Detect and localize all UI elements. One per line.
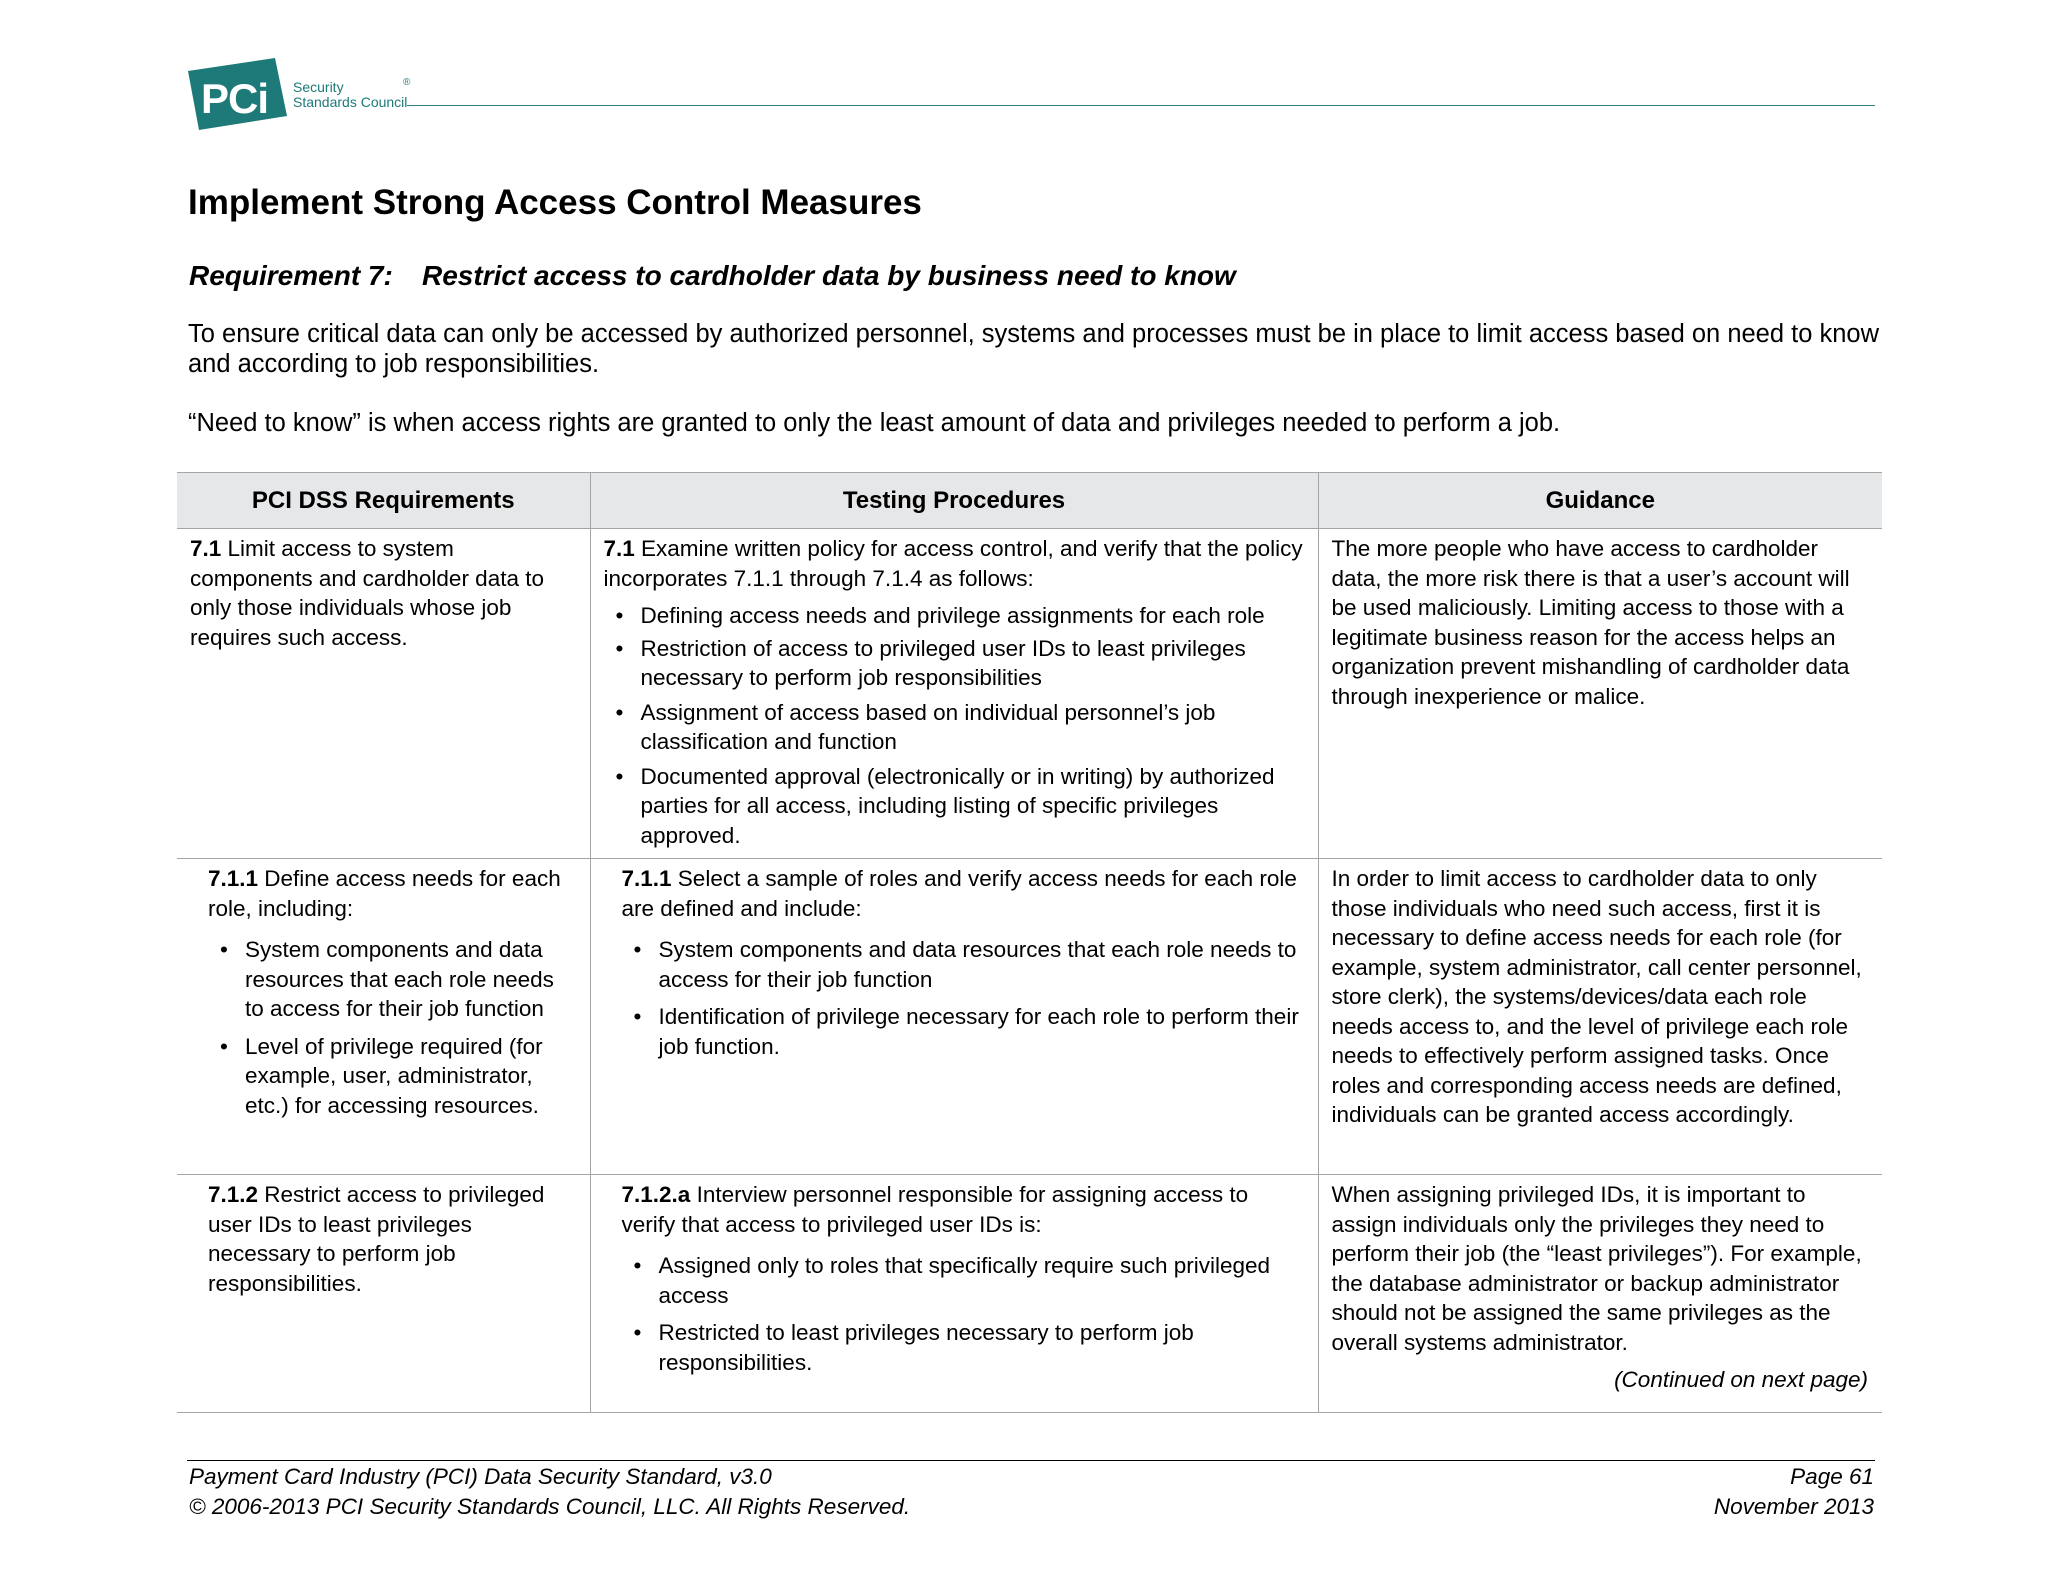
testing-procedure-number: 7.1.1 <box>621 866 672 891</box>
list-item: • Restriction of access to privileged user IDs to least privileges necessary to perform job responsibilities <box>604 634 1306 693</box>
intro-paragraph-2: “Need to know” is when access rights are granted to only the least amount of data and privileges needed to perform a job. <box>188 409 1561 437</box>
requirement-number: 7.1.2 <box>208 1182 259 1207</box>
header-guidance: Guidance <box>1318 473 1882 529</box>
list-item: • System components and data resources that each role needs to access for their job function <box>208 935 578 1024</box>
logo-text: PCi <box>201 75 269 122</box>
guidance-cell <box>1318 1175 1882 1413</box>
requirement-cell <box>177 529 590 859</box>
list-item: • Identification of privilege necessary for each role to perform their job function. <box>622 1002 1306 1061</box>
page-header <box>187 58 1875 138</box>
testing-procedure-number: 7.1 <box>603 536 635 561</box>
list-item: • Restricted to least privileges necessary to perform job responsibilities. <box>622 1318 1306 1377</box>
requirement-text: Restrict access to cardholder data by business need to know <box>422 260 1236 291</box>
requirement-text: 7.1.2 Restrict access to privileged user IDs to least privileges necessary to perform job responsibilities. <box>208 1182 545 1296</box>
guidance-text: The more people who have access to cardholder data, the more risk there is that a user’s account will be used maliciously. Limiting access to those with a legitimate business reason for the access helps an organization prevent mishandling of cardholder data through inexperience or malice. <box>1331 536 1850 709</box>
list-item: • Defining access needs and privilege assignments for each role <box>604 601 1306 631</box>
requirement-cell <box>177 1175 590 1413</box>
testing-procedure-list <box>604 601 1306 850</box>
testing-procedure-cell <box>590 1175 1318 1413</box>
footer-copyright: © 2006-2013 PCI Security Standards Council, LLC. All Rights Reserved. <box>189 1494 911 1519</box>
intro-paragraph-1: To ensure critical data can only be accessed by authorized personnel, systems and processes must be in place to limit access based on need to know and according to job responsibilities. <box>188 320 1880 378</box>
requirements-table <box>177 472 1882 1413</box>
logo-subtitle-1: Security <box>293 79 344 95</box>
requirement-cell <box>177 859 590 1175</box>
requirement-number: 7.1 <box>190 536 222 561</box>
footer-standard-title: Payment Card Industry (PCI) Data Security Standard, v3.0 <box>189 1464 772 1489</box>
requirement-title <box>189 260 1236 292</box>
requirement-text: 7.1 Limit access to system components and cardholder data to only those individuals whose job requires such access. <box>190 536 544 650</box>
testing-procedure-cell <box>590 859 1318 1175</box>
footer-page-number: Page 61 <box>1790 1464 1874 1489</box>
requirement-list <box>208 935 578 1120</box>
page-title: Implement Strong Access Control Measures <box>188 183 922 222</box>
logo-subtitle-2: Standards Council <box>293 94 408 110</box>
testing-procedure-text: 7.1.2.a Interview personnel responsible for assigning access to verify that access to privileged user IDs is: <box>621 1182 1249 1237</box>
testing-procedure-list <box>622 935 1306 1061</box>
guidance-cell <box>1318 529 1882 859</box>
testing-procedure-text: 7.1 Examine written policy for access control, and verify that the policy incorporates 7.1.1 through 7.1.4 as follows: <box>603 536 1303 591</box>
header-pci-dss-requirements: PCI DSS Requirements <box>177 473 590 529</box>
requirement-number: 7.1.1 <box>208 866 259 891</box>
requirement-number: Requirement 7: <box>189 260 393 291</box>
logo-registered-mark: ® <box>403 77 411 88</box>
pci-logo <box>187 58 427 130</box>
testing-procedure-cell <box>590 529 1318 859</box>
table-row <box>177 529 1882 859</box>
header-testing-procedures: Testing Procedures <box>590 473 1318 529</box>
list-item: • Documented approval (electronically or in writing) by authorized parties for all access, including listing of specific privileges approved. <box>604 762 1306 851</box>
list-item: • System components and data resources that each role needs to access for their job function <box>622 935 1306 994</box>
testing-procedure-text: 7.1.1 Select a sample of roles and verify access needs for each role are defined and include: <box>621 866 1297 921</box>
header-rule <box>407 105 1875 106</box>
testing-procedure-number: 7.1.2.a <box>621 1182 691 1207</box>
guidance-text: In order to limit access to cardholder data to only those individuals who need such access, first it is necessary to define access needs for each role (for example, system administrator, call center personnel, store clerk), the systems/devices/data each role needs access to, and the level of privilege each role needs to effectively perform assigned tasks. Once roles and corresponding access needs are defined, individuals can be granted access accordingly. <box>1331 866 1862 1127</box>
table-row <box>177 1175 1882 1413</box>
continued-note: (Continued on next page) <box>1614 1367 1868 1392</box>
list-item: • Level of privilege required (for example, user, administrator, etc.) for accessing resources. <box>208 1032 578 1121</box>
footer-date: November 2013 <box>1713 1494 1874 1519</box>
list-item: • Assignment of access based on individual personnel’s job classification and function <box>604 698 1306 757</box>
guidance-text: When assigning privileged IDs, it is important to assign individuals only the privileges they need to perform their job (the “least privileges”). For example, the database administrator or backup administrator should not be assigned the same privileges as the overall systems administrator. <box>1331 1182 1862 1355</box>
requirement-text: 7.1.1 Define access needs for each role, including: <box>208 866 561 921</box>
guidance-cell <box>1318 859 1882 1175</box>
page-footer <box>189 1462 1874 1522</box>
list-item: • Assigned only to roles that specifically require such privileged access <box>622 1251 1306 1310</box>
table-row <box>177 859 1882 1175</box>
testing-procedure-list <box>622 1251 1306 1377</box>
table-header-row <box>177 473 1882 529</box>
footer-rule <box>187 1460 1875 1461</box>
